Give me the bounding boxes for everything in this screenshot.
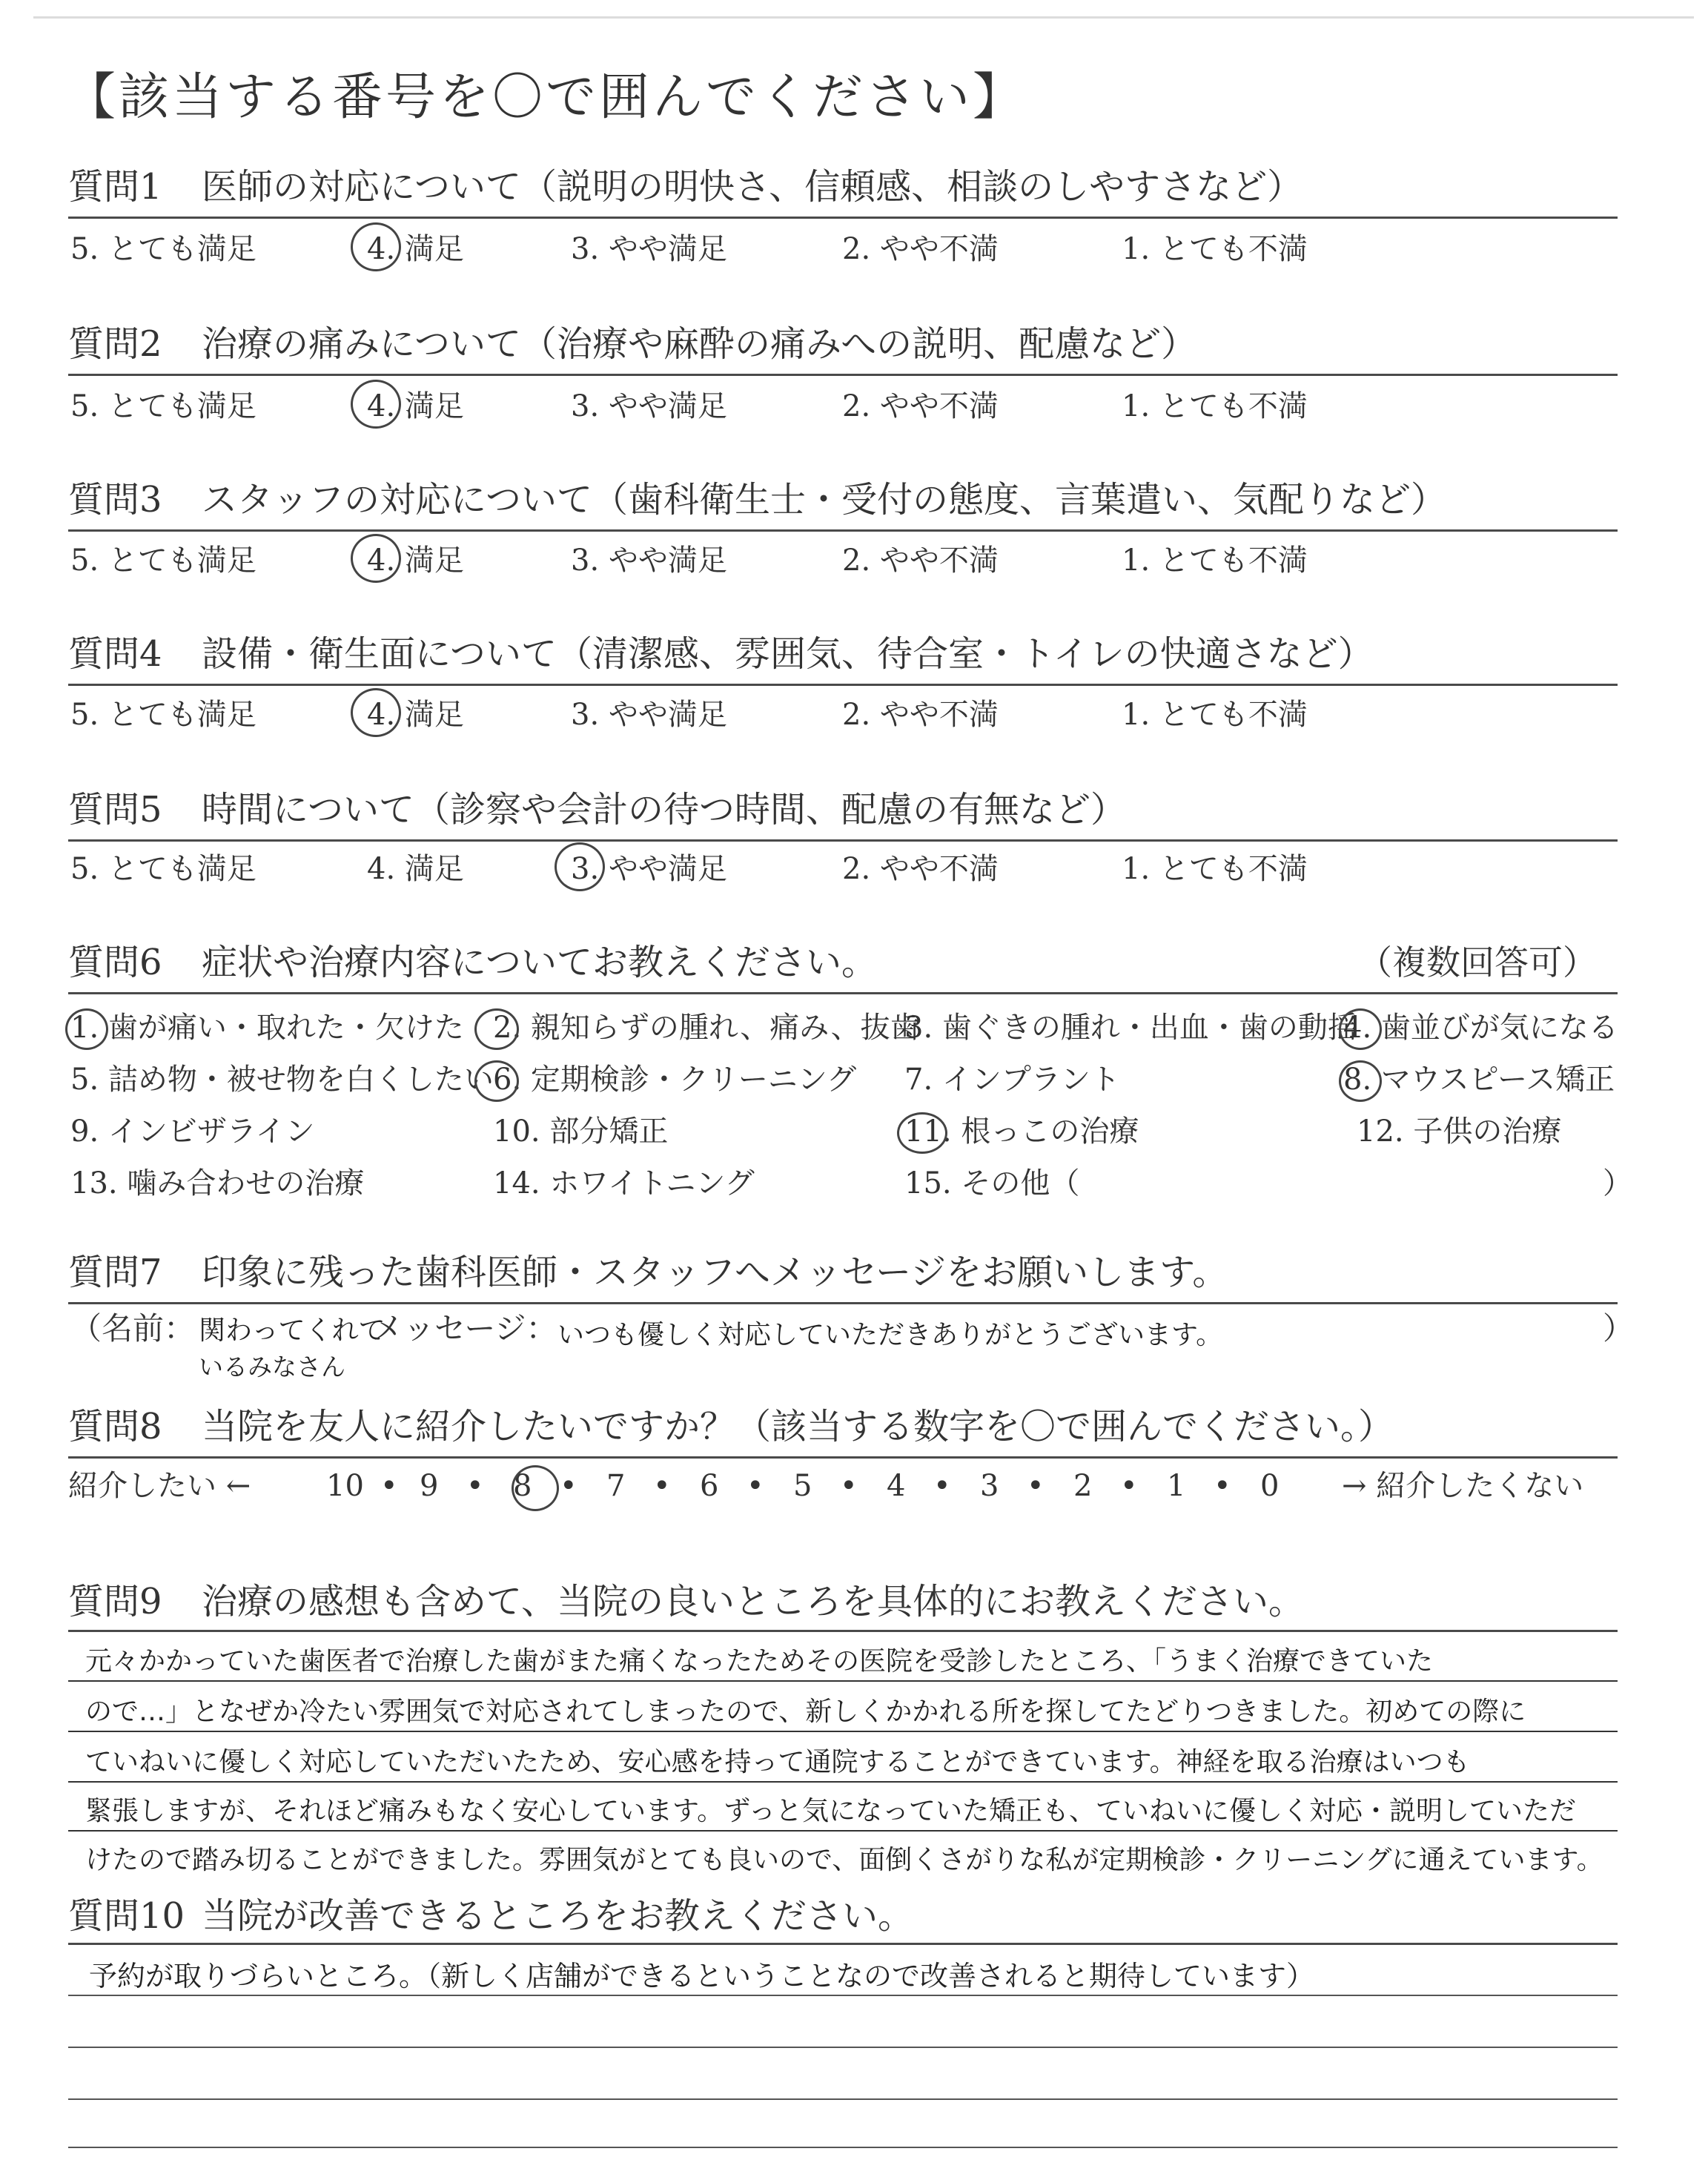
question-8-rule [68,1456,1618,1459]
question-number: 質問3 [68,479,162,521]
q2-option-1[interactable]: 1. とても不満 [1122,389,1308,423]
question-text: 当院が改善できるところをお教えください。 [202,1895,914,1937]
q6-item-12[interactable]: 12. 子供の治療 [1357,1114,1562,1149]
q9-writing-line [68,1731,1618,1732]
question-text: 印象に残った歯科医師・スタッフへメッセージをお願いします。 [202,1252,1228,1293]
scale-separator-dot: • [1120,1469,1138,1503]
q3-option-5[interactable]: 5. とても満足 [70,544,256,578]
question-number: 質問10 [68,1895,185,1937]
q6-item-6[interactable]: 6. 定期検診・クリーニング [493,1063,857,1097]
q6-item-8-circle [1339,1060,1382,1102]
q9-writing-line [68,1781,1618,1783]
scale-value-4[interactable]: 4 [887,1469,906,1503]
q2-option-2[interactable]: 2. やや不満 [842,389,999,423]
question-number: 質問2 [68,323,162,365]
q2-option-3[interactable]: 3. やや満足 [571,389,727,423]
q6-item-6-circle [474,1060,519,1102]
question-8 [68,1406,1394,1447]
question-7-rule [68,1302,1618,1304]
q5-selection-circle [555,842,605,891]
q6-item-8[interactable]: 8. マウスピース矯正 [1343,1063,1615,1097]
q6-item-4-circle [1339,1008,1382,1050]
scale-value-3[interactable]: 3 [980,1469,999,1503]
q1-option-5[interactable]: 5. とても満足 [70,232,256,266]
question-number: 質問6 [68,942,162,983]
q9-answer-line-5: けたので踏み切ることができました。雰囲気がとても良いので、面倒くさがりな私が定期検診・クリーニングに通えています。 [85,1845,1603,1875]
q4-option-4[interactable]: 4. 満足 [367,698,464,732]
q10-writing-line [68,2047,1618,2048]
q4-option-1[interactable]: 1. とても不満 [1122,698,1308,732]
q1-option-3[interactable]: 3. やや満足 [571,232,727,266]
q6-item-1-circle [65,1008,108,1050]
q6-item-2[interactable]: 2. 親知らずの腫れ、痛み、抜歯 [493,1011,920,1045]
question-text: 当院を友人に紹介したいですか？（該当する数字を〇で囲んでください。） [202,1406,1394,1447]
q6-item-10[interactable]: 10. 部分矯正 [493,1114,669,1149]
question-4-rule [68,684,1618,686]
scale-separator-dot: • [933,1469,951,1503]
q6-item-11-circle [897,1112,947,1154]
scale-value-5[interactable]: 5 [793,1469,812,1503]
q9-answer-line-4: 緊張しますが、それほど痛みもなく安心しています。ずっと気になっていた矯正も、ていねいに優しく対応・説明していただ [85,1796,1576,1826]
question-9-rule [68,1630,1618,1632]
scale-separator-dot: • [380,1469,398,1503]
question-number: 質問5 [68,789,162,830]
q10-writing-line [68,2098,1618,2100]
q6-item-11[interactable]: 11. 根っこの治療 [904,1114,1139,1149]
handwritten-message: いつも優しく対応していただきありがとうございます。 [557,1320,1223,1350]
question-5-rule [68,839,1618,842]
question-5 [68,789,1126,830]
q1-option-1[interactable]: 1. とても不満 [1122,232,1308,266]
scale-value-10[interactable]: 10 [326,1469,364,1503]
q2-option-4[interactable]: 4. 満足 [367,389,464,423]
message-label: メッセージ： [372,1310,557,1347]
scale-separator-dot: • [1214,1469,1231,1503]
q6-item-13[interactable]: 13. 噛み合わせの治療 [70,1166,365,1200]
question-6-rule [68,992,1618,994]
q10-writing-line [68,1995,1618,1996]
scale-separator-dot: • [840,1469,858,1503]
question-number: 質問1 [68,166,162,208]
q6-item-2-circle [474,1008,519,1050]
question-4 [68,633,1374,675]
scale-value-2[interactable]: 2 [1073,1469,1093,1503]
q6-item-4[interactable]: 4. 歯並びが気になる [1343,1011,1618,1045]
q9-writing-line [68,1830,1618,1832]
q9-answer-line-3: ていねいに優しく対応していただいたため、安心感を持って通院することができています。神経を取る治療はいつも [85,1747,1470,1777]
page-title: 【該当する番号を〇で囲んでください】 [65,68,1027,127]
q9-writing-line [68,1680,1618,1682]
q10-writing-line [68,2147,1618,2148]
q3-selection-circle [351,534,401,583]
q2-option-5[interactable]: 5. とても満足 [70,389,256,423]
q9-answer-line-1: 元々かかっていた歯医者で治療した歯がまた痛くなったためその医院を受診したところ、「うまく治療できていた [85,1646,1434,1677]
q6-item-1[interactable]: 1. 歯が痛い・取れた・欠けた [70,1011,464,1045]
q6-item-15[interactable]: 15. その他（ [904,1166,1080,1200]
q6-item-7[interactable]: 7. インプラント [904,1063,1120,1097]
question-text: 医師の対応について（説明の明快さ、信頼感、相談のしやすさなど） [202,166,1303,208]
scale-value-1[interactable]: 1 [1167,1469,1186,1503]
q3-option-4[interactable]: 4. 満足 [367,544,464,578]
scale-value-9[interactable]: 9 [420,1469,439,1503]
recommend-label: 紹介したい ← [68,1469,251,1503]
q6-item-5[interactable]: 5. 詰め物・被せ物を白くしたい [70,1063,494,1097]
question-10-rule [68,1943,1618,1945]
q3-option-2[interactable]: 2. やや不満 [842,544,999,578]
question-text: 治療の痛みについて（治療や麻酔の痛みへの説明、配慮など） [202,323,1197,365]
question-3 [68,479,1446,521]
q1-option-4[interactable]: 4. 満足 [367,232,464,266]
scale-value-8[interactable]: 8 [513,1469,532,1503]
scale-value-0[interactable]: 0 [1260,1469,1280,1503]
q4-selection-circle [351,688,401,737]
scale-value-7[interactable]: 7 [606,1469,626,1503]
scale-value-6[interactable]: 6 [700,1469,719,1503]
question-1-rule [68,217,1618,219]
scale-separator-dot: • [560,1469,577,1503]
question-10 [68,1895,913,1937]
q4-option-5[interactable]: 5. とても満足 [70,698,256,732]
multiple-answer-note: （複数回答可） [1358,942,1597,982]
question-number: 質問9 [68,1581,162,1622]
not-recommend-label: → 紹介したくない [1342,1469,1584,1503]
q6-item-3[interactable]: 3. 歯ぐきの腫れ・出血・歯の動揺 [904,1011,1357,1045]
question-2-rule [68,374,1618,376]
question-text: 症状や治療内容についてお教えください。 [202,942,878,983]
q4-option-3[interactable]: 3. やや満足 [571,698,727,732]
scale-separator-dot: • [747,1469,764,1503]
question-number: 質問8 [68,1406,162,1447]
scale-separator-dot: • [466,1469,484,1503]
question-text: 時間について（診察や会計の待つ時間、配慮の有無など） [202,789,1127,830]
question-6 [68,942,877,983]
q9-answer-line-2: ので…」となぜか冷たい雰囲気で対応されてしまったので、新しくかかれる所を探してたどりつきました。初めての際に [85,1697,1526,1727]
q4-option-2[interactable]: 2. やや不満 [842,698,999,732]
q3-option-1[interactable]: 1. とても不満 [1122,544,1308,578]
question-2 [68,323,1196,365]
scale-separator-dot: • [1027,1469,1045,1503]
q5-option-1[interactable]: 1. とても不満 [1122,852,1308,886]
q8-selection-circle [512,1465,559,1511]
q3-option-3[interactable]: 3. やや満足 [571,544,727,578]
question-1 [68,166,1302,208]
q6-item-15-close: ） [1603,1166,1632,1200]
q6-item-14[interactable]: 14. ホワイトニング [493,1166,755,1200]
question-text: スタッフの対応について（歯科衛生士・受付の態度、言葉遣い、気配りなど） [202,479,1447,521]
question-number: 質問7 [68,1252,162,1293]
top-divider [33,16,1694,19]
q5-option-4[interactable]: 4. 満足 [367,852,464,886]
handwritten-name-line-1: 関わってくれて [199,1315,385,1346]
question-text: 治療の感想も含めて、当院の良いところを具体的にお教えください。 [202,1581,1305,1622]
name-label: （名前： [70,1310,196,1347]
q2-selection-circle [351,380,401,429]
question-text: 設備・衛生面について（清潔感、雰囲気、待合室・トイレの快適さなど） [202,633,1374,675]
q5-option-2[interactable]: 2. やや不満 [842,852,999,886]
q5-option-5[interactable]: 5. とても満足 [70,852,256,886]
q10-answer-line-1: 予約が取りづらいところ。（新しく店舗ができるということなので改善されると期待しています） [89,1960,1315,1992]
question-7 [68,1252,1228,1293]
question-9 [68,1581,1304,1622]
handwritten-name-line-2: いるみなさん [199,1353,345,1381]
q6-item-9[interactable]: 9. インビザライン [70,1114,315,1149]
message-close-paren: ） [1603,1310,1635,1347]
q1-option-2[interactable]: 2. やや不満 [842,232,999,266]
q1-selection-circle [351,222,401,271]
question-3-rule [68,529,1618,532]
question-number: 質問4 [68,633,162,675]
q5-option-3[interactable]: 3. やや満足 [571,852,727,886]
scale-separator-dot: • [653,1469,671,1503]
